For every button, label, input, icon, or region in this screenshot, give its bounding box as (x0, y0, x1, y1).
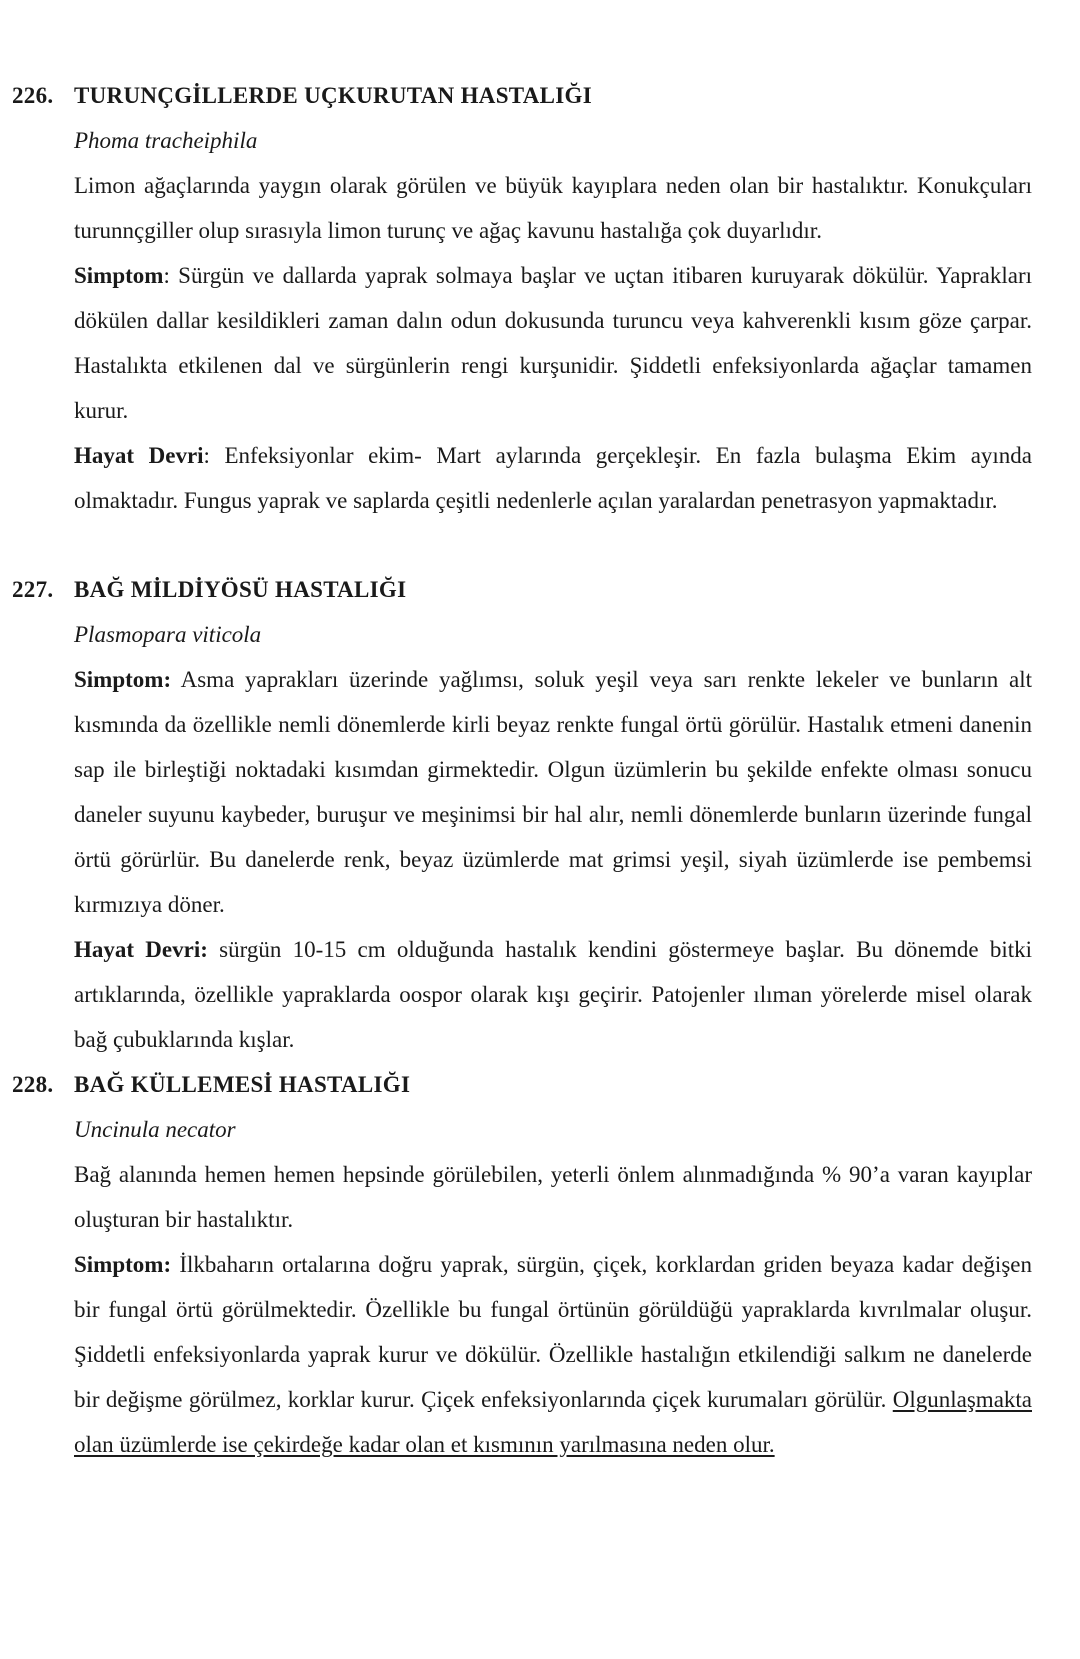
section-227 (12, 567, 1032, 1062)
symptom-text: Asma yaprakları üzerinde yağlımsı, soluk yeşil veya sarı renkte lekeler ve bunların alt kısmında da özellikle nemli dönemlerde kirli beyaz renkte fungal örtü görülür. Hastalık etmeni danenin sap ile birleştiği noktadaki kısımdan girmektedir. Olgun üzümlerin bu şekilde enfekte olması sonucu daneler suyunu kaybeder, buruşur ve meşinimsi bir hal alır, nemli dönemlerde bunların üzerinde fungal örtü görürlür. Bu danelerde renk, beyaz üzümlerde mat grimsi yeşil, siyah üzümlerde ise pembemsi kırmızıya döner. (74, 667, 1032, 917)
symptom-label: Simptom (74, 263, 164, 288)
symptom-text: : Sürgün ve dallarda yaprak solmaya başlar ve uçtan itibaren kuruyarak dökülür. Yaprakları dökülen dallar kesildikleri zaman dalın odun dokusunda turuncu veya kahverenkli kısım göze çarpar. Hastalıkta etkilenen dal ve sürgünlerin rengi kurşunidir. Şiddetli enfeksiyonlarda ağaçlar tamamen kurur. (74, 263, 1032, 423)
life-cycle-label: Hayat Devri: (74, 937, 208, 962)
scientific-name: Plasmopara viticola (74, 622, 262, 647)
section-title: BAĞ KÜLLEMESİ HASTALIĞI (74, 1072, 411, 1097)
section-body (74, 1108, 1032, 1467)
section-title: BAĞ MİLDİYÖSÜ HASTALIĞI (74, 577, 407, 602)
section-228 (12, 1062, 1032, 1467)
section-226 (12, 73, 1032, 523)
life-cycle-text: : Enfeksiyonlar ekim- Mart aylarında gerçekleşir. En fazla bulaşma Ekim ayında olmaktadır. Fungus yaprak ve saplarda çeşitli nedenlerle açılan yaralardan penetrasyon yapmaktadır. (74, 443, 1032, 513)
section-body (74, 119, 1032, 523)
symptom-paragraph (74, 657, 1032, 927)
symptom-paragraph (74, 1242, 1032, 1467)
life-cycle-paragraph (74, 433, 1032, 523)
section-heading (12, 73, 1032, 119)
section-number: 227. (12, 577, 54, 602)
life-cycle-label: Hayat Devri (74, 443, 204, 468)
section-number: 228. (12, 1072, 54, 1097)
life-cycle-paragraph (74, 927, 1032, 1062)
intro-paragraph: Limon ağaçlarında yaygın olarak görülen ve büyük kayıplara neden olan bir hastalıktır. Konukçuları turunnçgiller olup sırasıyla limon turunç ve ağaç kavunu hastalığa çok duyarlıdır. (74, 173, 1032, 243)
symptom-label: Simptom: (74, 667, 172, 692)
section-title: TURUNÇGİLLERDE UÇKURUTAN HASTALIĞI (74, 83, 592, 108)
section-spacer (12, 523, 1032, 567)
intro-paragraph: Bağ alanında hemen hemen hepsinde görülebilen, yeterli önlem alınmadığında % 90’a varan kayıplar oluşturan bir hastalıktır. (74, 1162, 1032, 1232)
symptom-text: İlkbaharın ortalarına doğru yaprak, sürgün, çiçek, korklardan griden beyaza kadar değişen bir fungal örtü görülmektedir. Özellikle bu fungal örtünün görüldüğü yapraklarda kıvrılmalar oluşur. Şiddetli enfeksiyonlarda yaprak kurur ve dökülür. Özellikle hastalığın etkilendiği salkım ne danelerde bir değişme görülmez, korklar kurur. Çiçek enfeksiyonlarında çiçek kurumaları görülür. (74, 1252, 1032, 1412)
section-number: 226. (12, 83, 54, 108)
scientific-name: Phoma tracheiphila (74, 128, 258, 153)
underlined-text: Olgunlaşmakta olan üzümlerde ise çekirdeğe kadar olan et kısmının yarılmasına neden olur. (74, 1387, 1032, 1457)
symptom-paragraph (74, 253, 1032, 433)
symptom-label: Simptom: (74, 1252, 172, 1277)
life-cycle-text: sürgün 10-15 cm olduğunda hastalık kendini göstermeye başlar. Bu dönemde bitki artıklarında, özellikle yapraklarda oospor olarak kışı geçirir. Patojenler ılıman yörelerde misel olarak bağ çubuklarında kışlar. (74, 937, 1032, 1052)
scientific-name: Uncinula necator (74, 1117, 236, 1142)
section-heading (12, 1062, 1032, 1108)
section-body (74, 613, 1032, 1062)
section-heading (12, 567, 1032, 613)
